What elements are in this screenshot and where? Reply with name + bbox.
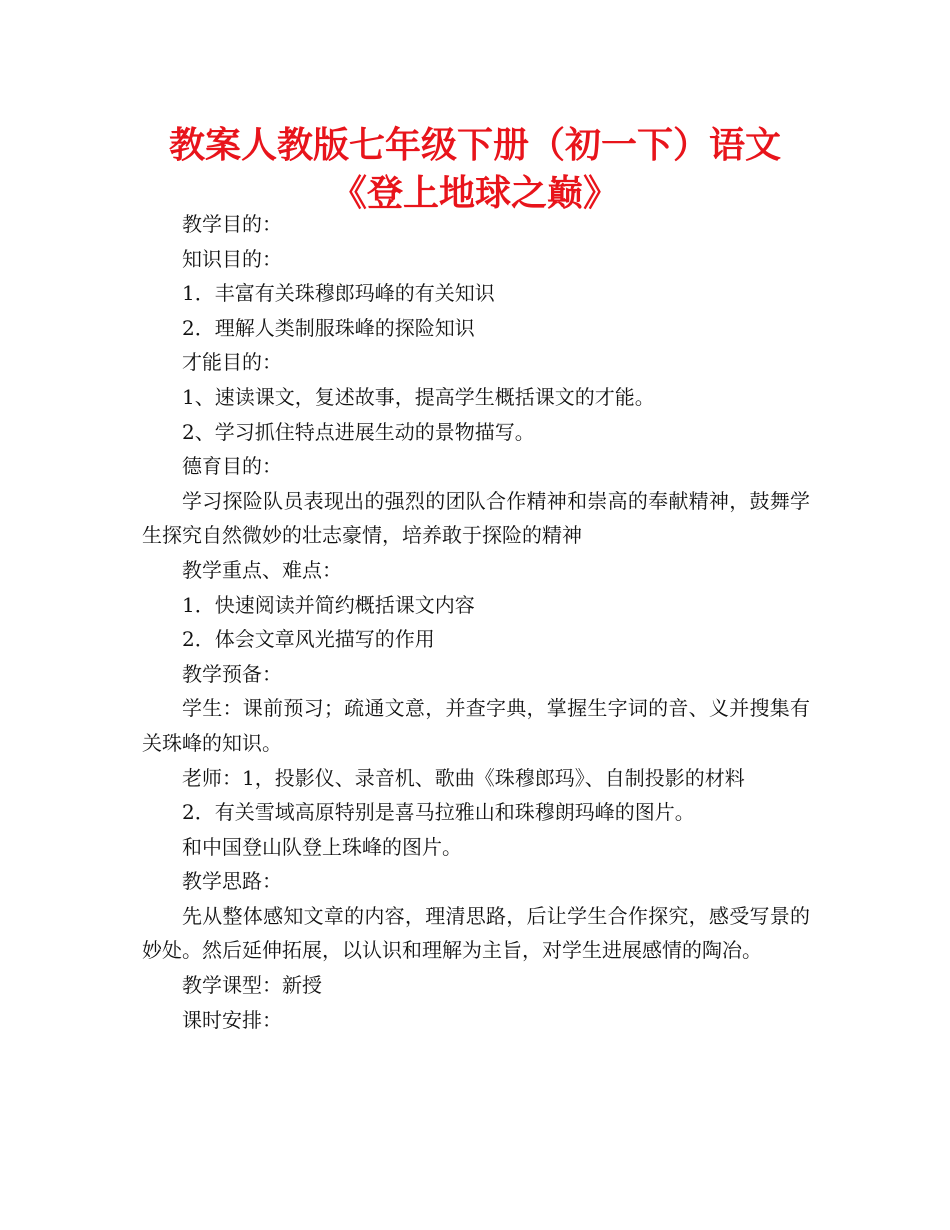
- heading-preparation: 教学预备：: [182, 661, 282, 686]
- paragraph: 先从整体感知文章的内容，理清思路，后让学生合作探究，感受写景的妙处。然后延伸拓展，以认识和理解为主旨，对学生进展感情的陶冶。: [142, 903, 810, 963]
- heading-moral-goals: 德育目的：: [182, 454, 282, 479]
- list-item: 2．体会文章风光描写的作用: [182, 627, 435, 652]
- heading-teaching-goals: 教学目的：: [182, 212, 282, 236]
- heading-key-points: 教学重点、难点：: [182, 557, 342, 582]
- list-item: 2．有关雪域高原特别是喜马拉雅山和珠穆朗玛峰的图片。: [182, 800, 695, 825]
- heading-knowledge-goals: 知识目的：: [182, 246, 282, 271]
- document-title-line-1: 教案人教版七年级下册（初一下）语文: [168, 125, 781, 166]
- heading-lesson-type: 教学课型：新授: [182, 973, 322, 998]
- list-item: 2、学习抓住特点进展生动的景物描写。: [182, 419, 535, 444]
- paragraph: 学生：课前预习；疏通文意，并查字典，掌握生字词的音、义并搜集有关珠峰的知识。: [142, 696, 810, 755]
- list-item: 1．丰富有关珠穆郎玛峰的有关知识: [182, 281, 495, 306]
- list-item: 2．理解人类制服珠峰的探险知识: [182, 315, 475, 340]
- list-item: 1、速读课文，复述故事，提高学生概括课文的才能。: [182, 384, 655, 409]
- heading-schedule: 课时安排：: [182, 1007, 282, 1032]
- paragraph: 老师：1，投影仪、录音机、歌曲《珠穆郎玛》、自制投影的材料: [182, 765, 745, 790]
- heading-teaching-approach: 教学思路：: [182, 869, 282, 894]
- document-title-line-2: 《登上地球之巅》: [330, 173, 619, 214]
- document-body: [142, 207, 810, 1037]
- paragraph: 和中国登山队登上珠峰的图片。: [182, 834, 462, 859]
- heading-ability-goals: 才能目的：: [182, 350, 282, 375]
- list-item: 1．快速阅读并简约概括课文内容: [182, 592, 475, 617]
- paragraph: 学习探险队员表现出的强烈的团队合作精神和崇高的奉献精神，鼓舞学生探究自然微妙的壮志豪情，培养敢于探险的精神: [142, 488, 810, 548]
